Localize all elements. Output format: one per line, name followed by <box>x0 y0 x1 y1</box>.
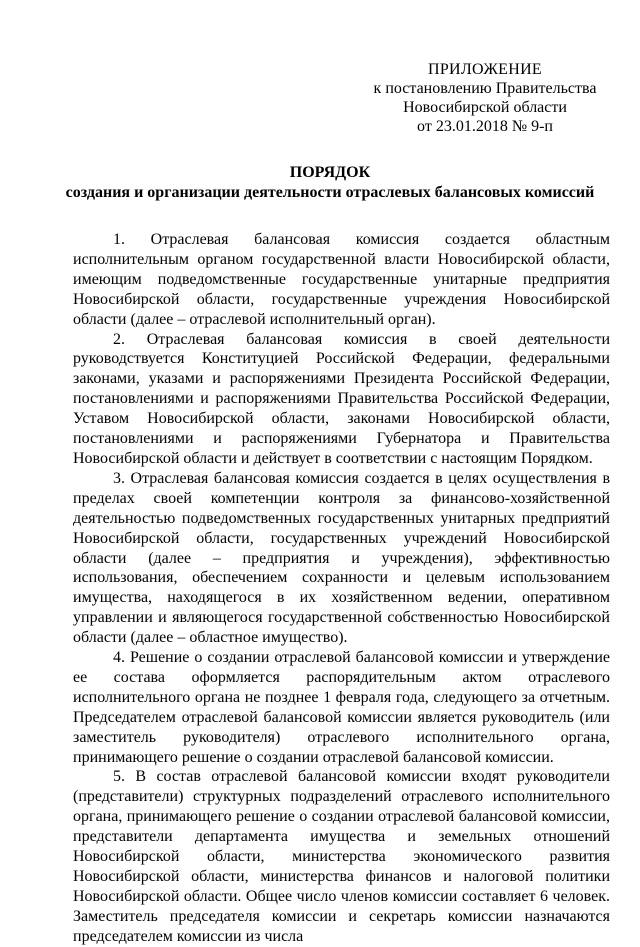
paragraph-5: 5. В состав отраслевой балансовой комиссии входят руководители (представители) структурных подразделений отраслевого исполнительного органа, принимающего решение о создании отраслевой балансовой комиссии, представители департамента имущества и земельных отношений Новосибирской области, министерства экономического развития Новосибирской области, министерства финансов и налоговой политики Новосибирской области. Общее число членов комиссии составляет 6 человек. Заместитель председателя комиссии и секретарь комиссии назначаются председателем комиссии из числа <box>73 768 610 945</box>
document-body <box>73 230 610 947</box>
document-title-block <box>60 163 600 203</box>
paragraph-2: 2. Отраслевая балансовая комиссия в своей деятельности руководствуется Конституцией Российской Федерации, федеральными законами, указами и распоряжениями Президента Российской Федерации, постановлениями и распоряжениями Правительства Российской Федерации, Уставом Новосибирской области, законами Новосибирской области, постановлениями и распоряжениями Губернатора и Правительства Новосибирской области и действует в соответствии с настоящим Порядком. <box>73 330 610 467</box>
appendix-line-date-number: от 23.01.2018 № 9-п <box>417 118 553 135</box>
appendix-title: ПРИЛОЖЕНИЕ <box>427 61 542 78</box>
paragraph-3: 3. Отраслевая балансовая комиссия создается в целях осуществления в пределах своей компетенции контроля за финансово-хозяйственной деятельностью подведомственных государственных унитарных предприятий Новосибирской области, государственных учреждений Новосибирской области (далее – предприятия и учреждения), эффективностью использования, обеспечением сохранности и целевым использованием имущества, находящегося в их хозяйственном ведении, оперативном управлении и являющегося государственной собственностью Новосибирской области (далее – областное имущество). <box>73 469 610 647</box>
document-subtitle: создания и организации деятельности отраслевых балансовых комиссий <box>65 184 595 201</box>
appendix-line-resolution: к постановлению Правительства <box>373 80 597 97</box>
document-title: ПОРЯДОК <box>289 164 371 181</box>
paragraph-4: 4. Решение о создании отраслевой балансовой комиссии и утверждение ее состава оформляется распорядительным актом отраслевого исполнительного органа не позднее 1 февраля года, следующего за отчетным. Председателем отраслевой балансовой комиссии является руководитель (или заместитель руководителя) отраслевого исполнительного органа, принимающего решение о создании отраслевой балансовой комиссии. <box>73 649 610 766</box>
appendix-header <box>360 60 610 136</box>
appendix-line-region: Новосибирской области <box>403 99 567 116</box>
paragraph-1: 1. Отраслевая балансовая комиссия создается областным исполнительным органом государственной власти Новосибирской области, имеющим подведомственные государственные унитарные предприятия Новосибирской области, государственные учреждения Новосибирской области (далее – отраслевой исполнительный орган). <box>73 231 610 328</box>
